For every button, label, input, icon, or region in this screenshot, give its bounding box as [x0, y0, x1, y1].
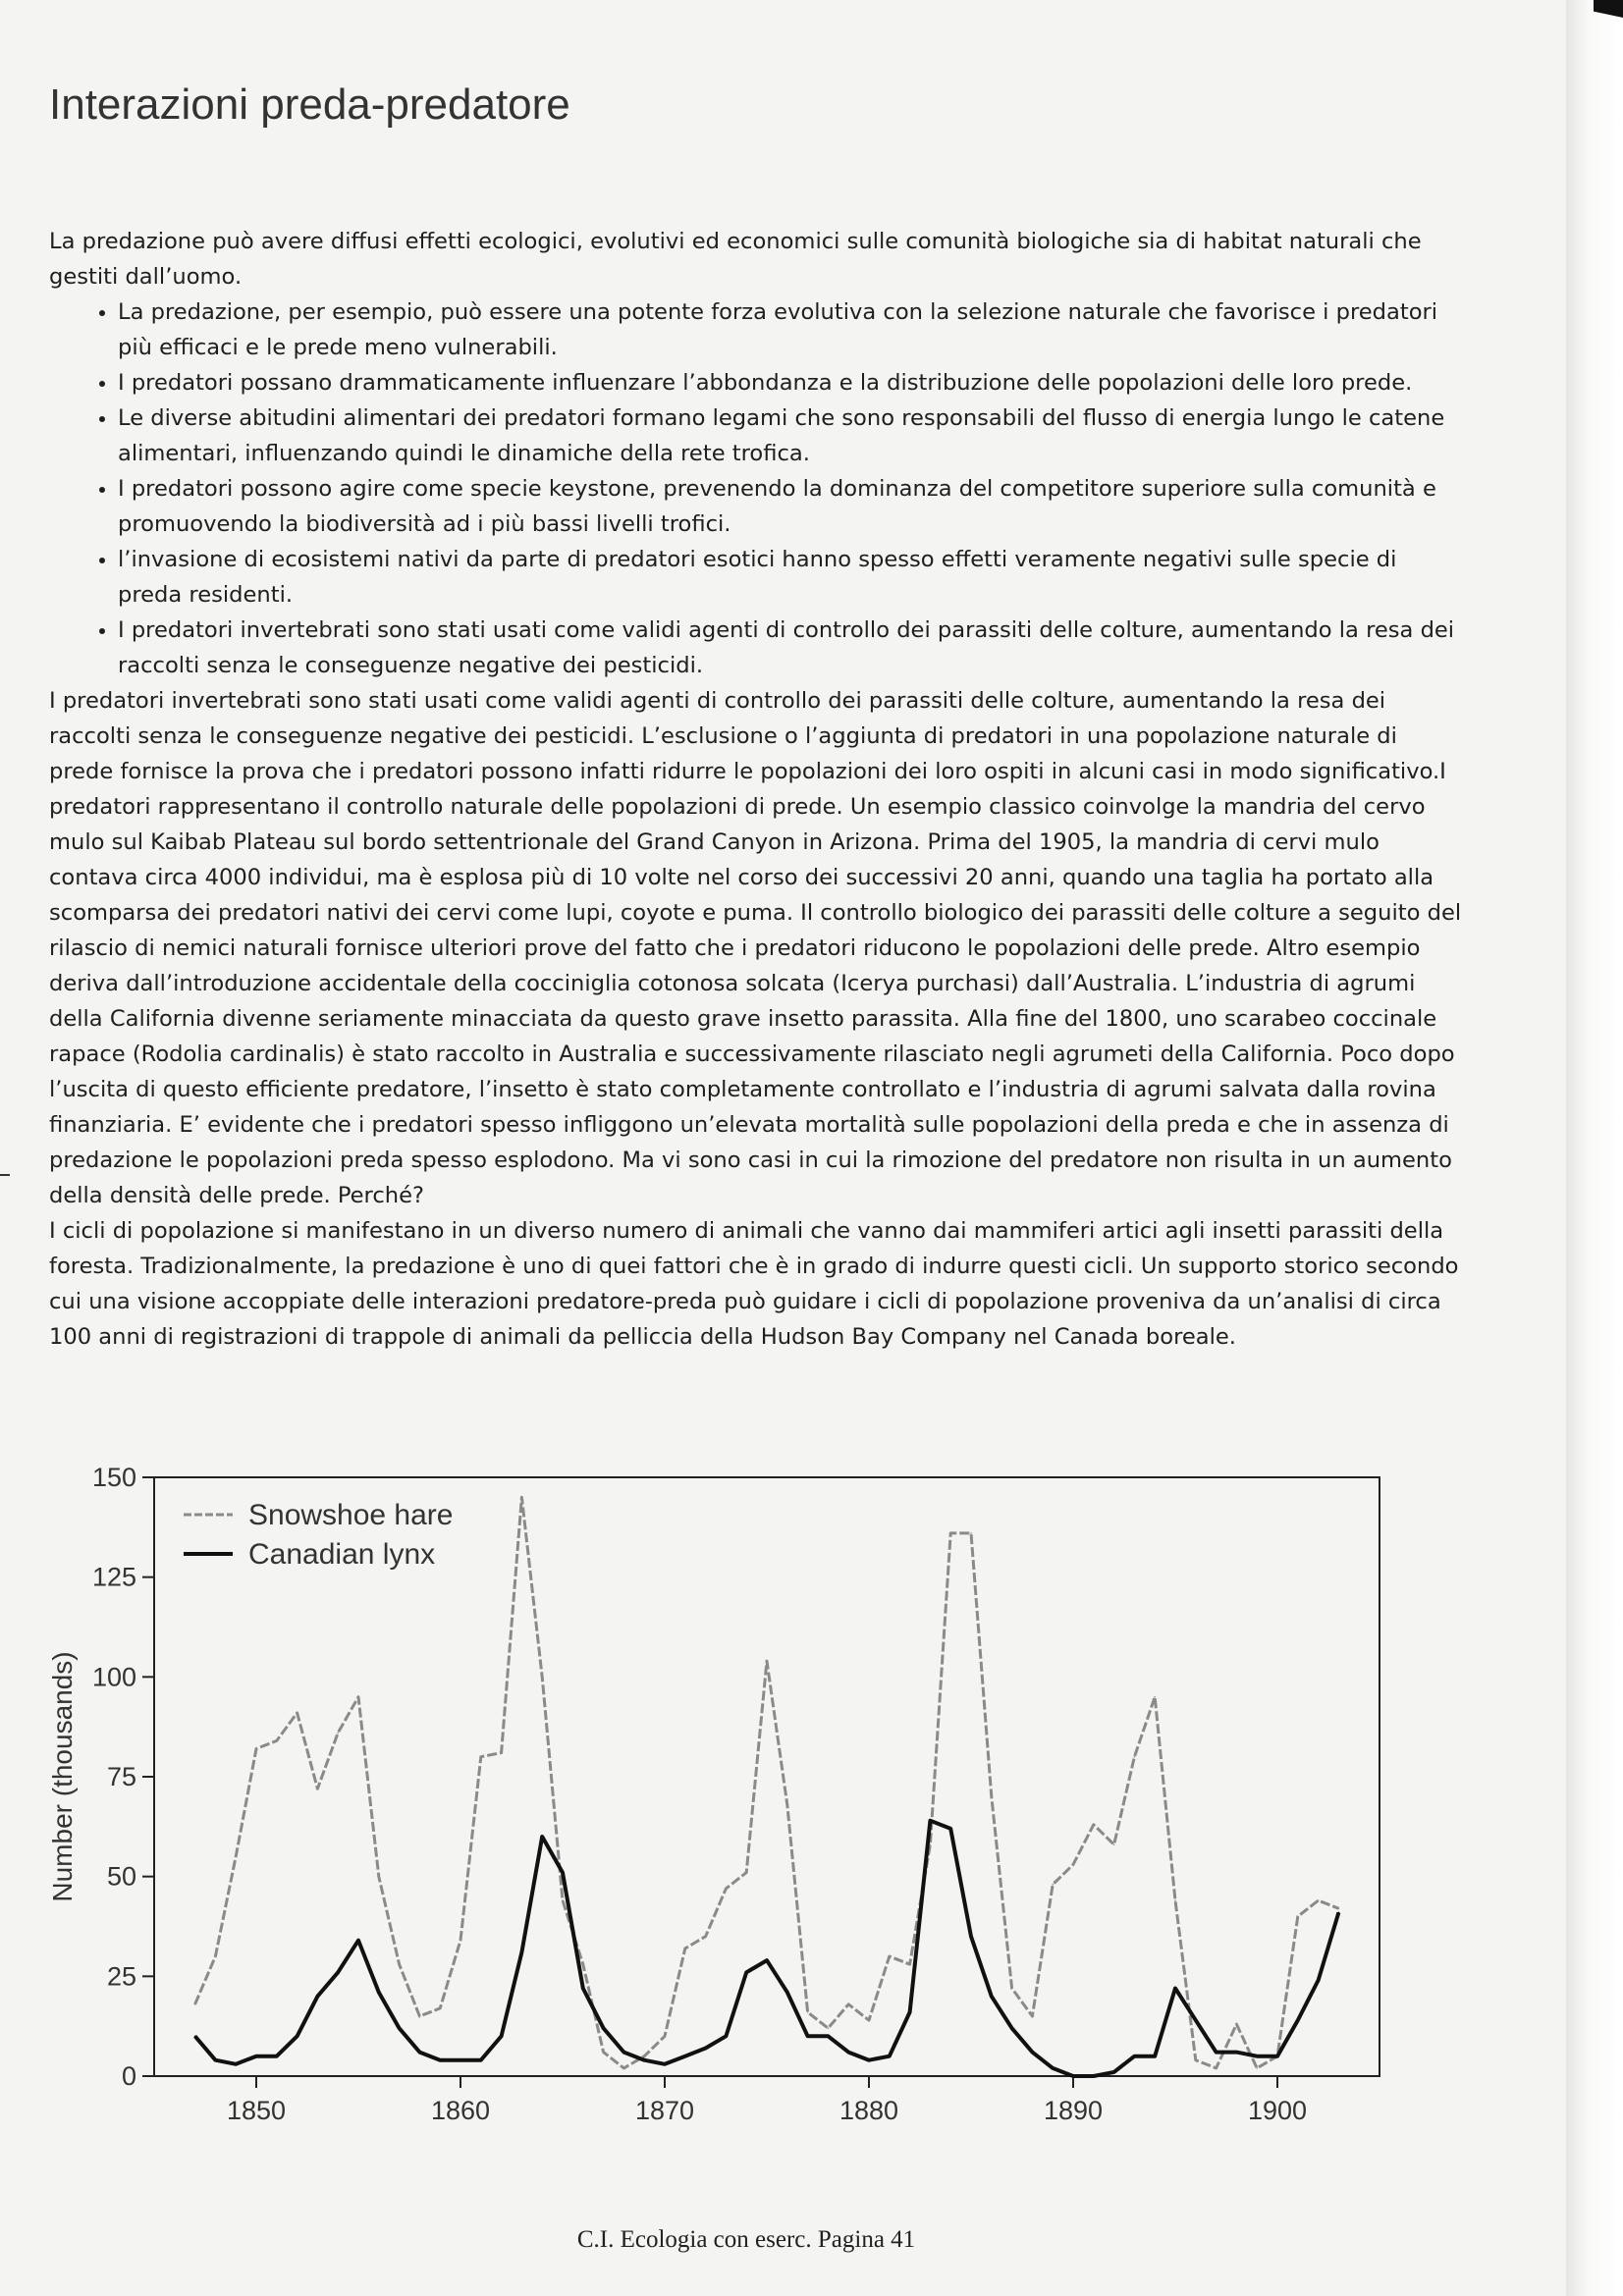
hare-point [297, 1712, 298, 1714]
hare-point [357, 1696, 359, 1698]
hare-point [643, 2056, 645, 2057]
bullet-item: • I predatori possano drammaticamente influenzare l’abbondanza e la distribuzione delle popolazioni delle loro prede. [118, 365, 1463, 400]
hare-point [889, 1955, 891, 1957]
lynx-point [501, 2036, 503, 2038]
lynx-point [582, 1988, 584, 1990]
legend-hare-label: Snowshoe hare [248, 1499, 454, 1531]
hare-point [684, 1948, 686, 1949]
bullet-list [49, 294, 1463, 683]
hare-point [1154, 1696, 1156, 1698]
body-text [49, 224, 1463, 1355]
lynx-point [745, 1971, 747, 1973]
hare-point [255, 1748, 257, 1750]
hare-point [1174, 1899, 1176, 1901]
lynx-point [1032, 2052, 1034, 2054]
lynx-point [991, 1996, 993, 1998]
hare-point [705, 1936, 707, 1938]
hare-point [460, 1940, 461, 1942]
legend-lynx-label: Canadian lynx [248, 1538, 436, 1571]
y-tick-label: 100 [91, 1662, 136, 1692]
lynx-point [1174, 1988, 1176, 1990]
hare-point [1236, 2023, 1238, 2025]
hare-point [828, 2027, 830, 2029]
y-axis-label: Number (thousands) [47, 1651, 78, 1902]
lynx-point [297, 2036, 298, 2038]
lynx-point [766, 1959, 768, 1961]
hare-point [562, 1899, 564, 1901]
lynx-point [460, 2059, 461, 2061]
canadian-lynx-line [195, 1821, 1339, 2076]
lynx-point [215, 2059, 217, 2061]
lynx-point [399, 2027, 401, 2029]
lynx-point [235, 2063, 237, 2065]
hare-point [235, 1856, 237, 1858]
bullet-item: • La predazione, per esempio, può essere una potente forza evolutiva con la selezione naturale che favorisce i predatori più efficaci e le prede meno vulnerabili. [118, 294, 1463, 365]
hare-point [909, 1963, 911, 1965]
lynx-point [1318, 1980, 1320, 1982]
hare-point [582, 1963, 584, 1965]
lynx-point [1297, 2019, 1299, 2021]
hare-point [215, 1955, 217, 1957]
lynx-point [909, 2011, 911, 2013]
lynx-point [603, 2027, 605, 2029]
lynx-point [1338, 1911, 1340, 1913]
hare-point [521, 1497, 523, 1499]
hare-point [337, 1732, 339, 1734]
lynx-point [357, 1940, 359, 1942]
page-edge-shadow [1566, 0, 1623, 2296]
bullet-item: • I predatori possono agire come specie keystone, prevenendo la dominanza del competitore superiore sulla comunità e promuovendo la biodiversità ad i più bassi livelli trofici. [118, 471, 1463, 542]
lynx-point [255, 2056, 257, 2057]
y-tick-label: 0 [121, 2061, 136, 2091]
lynx-point [930, 1820, 932, 1822]
hare-point [745, 1872, 747, 1874]
hare-point [276, 1740, 278, 1742]
hare-point [1072, 1864, 1074, 1866]
lynx-point [1072, 2075, 1074, 2077]
hare-point [1011, 1988, 1013, 1990]
lynx-point [541, 1836, 543, 1838]
lynx-point [868, 2059, 870, 2061]
x-tick-label: 1880 [839, 2096, 899, 2125]
lynx-point [1113, 2071, 1115, 2073]
hare-point [1113, 1843, 1115, 1845]
x-tick-label: 1860 [430, 2096, 491, 2125]
bullet-item: • I predatori invertebrati sono stati usati come validi agenti di controllo dei parassiti delle colture, aumentando la resa dei raccolti senza le conseguenze negative dei pesticidi. [118, 613, 1463, 683]
hare-point [317, 1788, 319, 1789]
x-tick-label: 1870 [634, 2096, 695, 2125]
y-tick-label: 25 [106, 1961, 136, 1992]
lynx-point [337, 1971, 339, 1973]
lynx-point [889, 2056, 891, 2057]
lynx-point [1256, 2056, 1258, 2057]
lynx-point [480, 2059, 482, 2061]
page-title: Interazioni preda-predatore [49, 80, 570, 129]
lynx-point [705, 2048, 707, 2050]
lynx-point [1154, 2056, 1156, 2057]
legend [184, 1499, 453, 1571]
lynx-point [521, 1951, 523, 1953]
hare-point [807, 2011, 809, 2013]
lynx-point [684, 2056, 686, 2057]
y-tick-label: 75 [106, 1762, 136, 1791]
page-footer: C.I. Ecologia con eserc. Pagina 41 [576, 2226, 916, 2253]
hare-point [501, 1752, 503, 1754]
lynx-point [1093, 2075, 1095, 2077]
hare-point [868, 2019, 870, 2021]
hare-point [1093, 1824, 1095, 1826]
lynx-point [1216, 2052, 1217, 2054]
snowshoe-hare-line [195, 1497, 1339, 2068]
x-tick-label: 1890 [1043, 2096, 1104, 2125]
lynx-point [847, 2052, 849, 2054]
paragraph-population-cycles: I cicli di popolazione si manifestano in un diverso numero di animali che vanno dai mammiferi artici agli insetti parassiti della foresta. Tradizionalmente, la predazione è uno di quei fattori che è in grado di indurre questi cicli. Un supporto storico secondo cui una visione accoppiate delle interazioni predatore-preda può guidare i cicli di popolazione proveniva da un’analisi di circa 100 anni di registrazioni di trappole di animali da pelliccia della Hudson Bay Company nel Canada boreale. [49, 1218, 1459, 1350]
lynx-point [1276, 2056, 1278, 2057]
lynx-point [828, 2036, 830, 2038]
hare-point [949, 1532, 951, 1534]
hare-point [603, 2052, 605, 2054]
hare-point [970, 1532, 972, 1534]
hare-point [194, 2003, 196, 2005]
lynx-point [1195, 2019, 1197, 2021]
lynx-point [317, 1996, 319, 1998]
hare-point [439, 2007, 441, 2009]
hare-point [378, 1876, 380, 1878]
hare-point [1338, 1907, 1340, 1909]
hare-point [1195, 2059, 1197, 2061]
lynx-point [439, 2059, 441, 2061]
paragraph-predation-control: I predatori invertebrati sono stati usati come validi agenti di controllo dei parassiti delle colture, aumentando la resa dei raccolti senza le conseguenze negative dei pesticidi. L’esclusione o l’aggiunta di predatori in una popolazione naturale di prede fornisce la prova che i predatori possono infatti ridurre le popolazioni dei loro ospiti in alcuni casi in modo significativo.I predatori rappresentano il controllo naturale delle popolazioni di prede. Un esempio classico coinvolge la mandria del cervo mulo sul Kaibab Plateau sul bordo settentrionale del Grand Canyon in Arizona. Prima del 1905, la mandria di cervi mulo contava circa 4000 individui, ma è esplosa più di 10 volte nel corso dei successivi 20 anni, quando una taglia ha portato alla scomparsa dei predatori nativi dei cervi come lupi, coyote e puma. Il controllo biologico dei parassiti delle colture a seguito del rilascio di nemici naturali fornisce ulteriori prove del fatto che i predatori riducono le popolazioni delle prede. Altro esempio deriva dall’introduzione accidentale della cocciniglia cotonosa solcata (Icerya purchasi) dall’Australia. L’industria di agrumi della California divenne seriamente minacciata da questo grave insetto parassita. Alla fine del 1800, uno scarabeo coccinale rapace (Rodolia cardinalis) è stato raccolto in Australia e successivamente rilasciato negli agrumeti della California. Poco dopo l’uscita di questo efficiente predatore, l’insetto è stato completamente controllato e l’industria di agrumi salvata dalla rovina finanziaria. E’ evidente che i predatori spesso infliggono un’elevata mortalità sulle popolazioni della preda e che in assenza di predazione le popolazioni preda spesso esplodono. Ma vi sono casi in cui la rimozione del predatore non risulta in un aumento della densità delle prede. Perché? [49, 688, 1462, 1208]
lynx-point [807, 2036, 809, 2038]
hare-point [766, 1660, 768, 1662]
hare-point [1216, 2067, 1217, 2069]
lynx-point [664, 2063, 666, 2065]
lynx-point [378, 1992, 380, 1994]
hare-point [1134, 1756, 1136, 1758]
hare-lynx-chart [44, 1448, 1419, 2155]
lynx-point [726, 2036, 728, 2038]
hare-point [1052, 1884, 1054, 1886]
hare-point [786, 1804, 788, 1806]
lynx-point [1052, 2067, 1054, 2069]
hare-point [541, 1677, 543, 1679]
lynx-point [1236, 2052, 1238, 2054]
hare-point [1256, 2067, 1258, 2069]
bullet-item: • l’invasione di ecosistemi nativi da parte di predatori esotici hanno spesso effetti veramente negativi sulle specie di preda residenti. [118, 542, 1463, 613]
lynx-point [643, 2059, 645, 2061]
lynx-point [949, 1828, 951, 1830]
bullet-item: • Le diverse abitudini alimentari dei predatori formano legami che sono responsabili del flusso di energia lungo le catene alimentari, influenzando quindi le dinamiche della rete trofica. [118, 400, 1463, 471]
lynx-point [1011, 2027, 1013, 2029]
lynx-point [1134, 2056, 1136, 2057]
hare-point [847, 2003, 849, 2005]
hare-point [1297, 1916, 1299, 1918]
lynx-point [194, 2036, 196, 2038]
x-tick-label: 1900 [1247, 2096, 1308, 2125]
y-tick-label: 125 [91, 1562, 136, 1592]
hare-point [991, 1796, 993, 1798]
intro-paragraph: La predazione può avere diffusi effetti ecologici, evolutivi ed economici sulle comunità biologiche sia di habitat naturali che gestiti dall’uomo. [49, 229, 1422, 290]
lynx-point [419, 2052, 421, 2054]
series-group [194, 1497, 1339, 2077]
lynx-point [786, 1992, 788, 1994]
hare-point [480, 1756, 482, 1758]
hare-point [726, 1888, 728, 1890]
hare-point [623, 2067, 625, 2069]
hare-point [1032, 2015, 1034, 2017]
margin-mark [0, 1174, 10, 1176]
lynx-point [623, 2052, 625, 2054]
x-tick-label: 1850 [226, 2096, 287, 2125]
y-tick-label: 50 [106, 1861, 136, 1892]
lynx-point [970, 1936, 972, 1938]
y-tick-label: 150 [91, 1463, 136, 1492]
lynx-point [562, 1872, 564, 1874]
hare-point [419, 2015, 421, 2017]
hare-point [1318, 1899, 1320, 1901]
hare-point [399, 1963, 401, 1965]
hare-point [664, 2036, 666, 2038]
lynx-point [276, 2056, 278, 2057]
